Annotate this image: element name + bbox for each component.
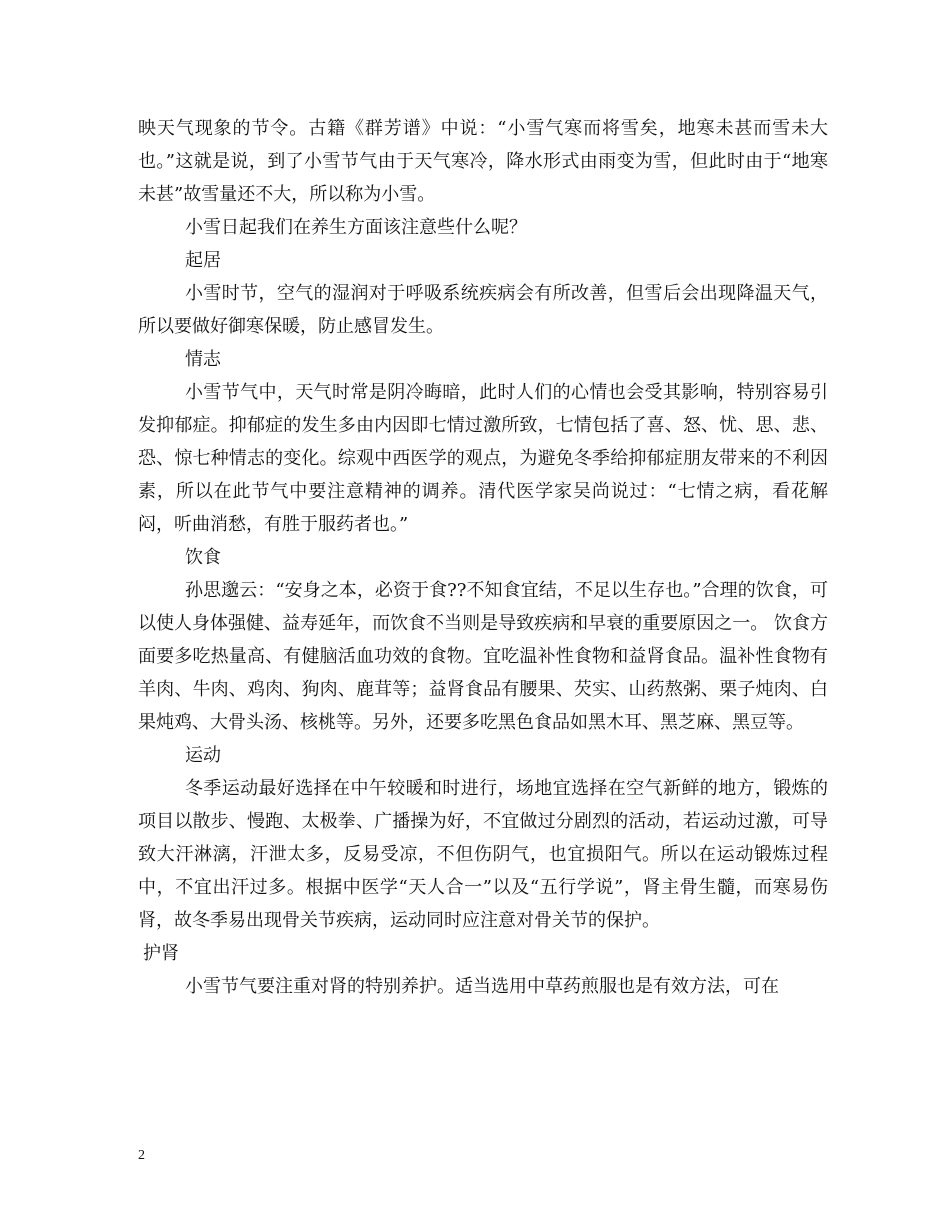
paragraph-question: 小雪日起我们在养生方面该注意些什么呢？ [185, 217, 527, 238]
section-heading-exercise: 运动 [185, 745, 221, 766]
section-heading-daily-life: 起居 [185, 250, 221, 271]
section-heading-emotion: 情志 [185, 349, 221, 370]
paragraph-exercise: 冬季运动最好选择在中午较暖和时进行，场地宜选择在空气新鲜的地方，锻炼的项目以散步、慢跑、太极拳、广播操为好，不宜做过分剧烈的活动，若运动过激，可导致大汗淋漓，汗泄太多，反易受凉，不但伤阴气，也宜损阳气。所以在运动锻炼过程中，不宜出汗过多。根据中医学“天人合一”以及“五行学说”，肾主骨生髓，而寒易伤肾，故冬季易出现骨关节疾病，运动同时应注意对骨关节的保护。 [138, 778, 828, 931]
paragraph-kidney: 小雪节气要注重对肾的特别养护。适当选用中草药煎服也是有效方法，可在 [185, 976, 779, 997]
paragraph-daily-life: 小雪时节，空气的湿润对于呼吸系统疾病会有所改善，但雪后会出现降温天气，所以要做好御寒保暖，防止感冒发生。 [138, 283, 828, 337]
page-number: 2 [138, 1148, 145, 1163]
section-heading-kidney: 护肾 [143, 943, 179, 964]
section-heading-diet: 饮食 [185, 547, 221, 568]
document-body [138, 112, 828, 1003]
paragraph-intro: 映天气现象的节令。古籍《群芳谱》中说：“小雪气寒而将雪矣，地寒未甚而雪未大也。”这就是说，到了小雪节气由于天气寒冷，降水形式由雨变为雪，但此时由于“地寒未甚”故雪量还不大，所以称为小雪。 [138, 118, 828, 205]
paragraph-diet: 孙思邈云：“安身之本，必资于食??不知食宜结，不足以生存也。”合理的饮食，可以使人身体强健、益寿延年，而饮食不当则是导致疾病和早衰的重要原因之一。 饮食方面要多吃热量高、有健脑活血功效的食物。宜吃温补性食物和益肾食品。温补性食物有羊肉、牛肉、鸡肉、狗肉、鹿茸等；益肾食品有腰果、芡实、山药熬粥、栗子炖肉、白果炖鸡、大骨头汤、核桃等。另外，还要多吃黑色食品如黑木耳、黑芝麻、黑豆等。 [138, 580, 828, 733]
paragraph-emotion: 小雪节气中，天气时常是阴冷晦暗，此时人们的心情也会受其影响，特别容易引发抑郁症。抑郁症的发生多由内因即七情过激所致，七情包括了喜、怒、忧、思、悲、恐、惊七种情志的变化。综观中西医学的观点，为避免冬季给抑郁症朋友带来的不利因素，所以在此节气中要注意精神的调养。清代医学家吴尚说过：“七情之病，看花解闷，听曲消愁，有胜于服药者也。” [138, 382, 828, 535]
